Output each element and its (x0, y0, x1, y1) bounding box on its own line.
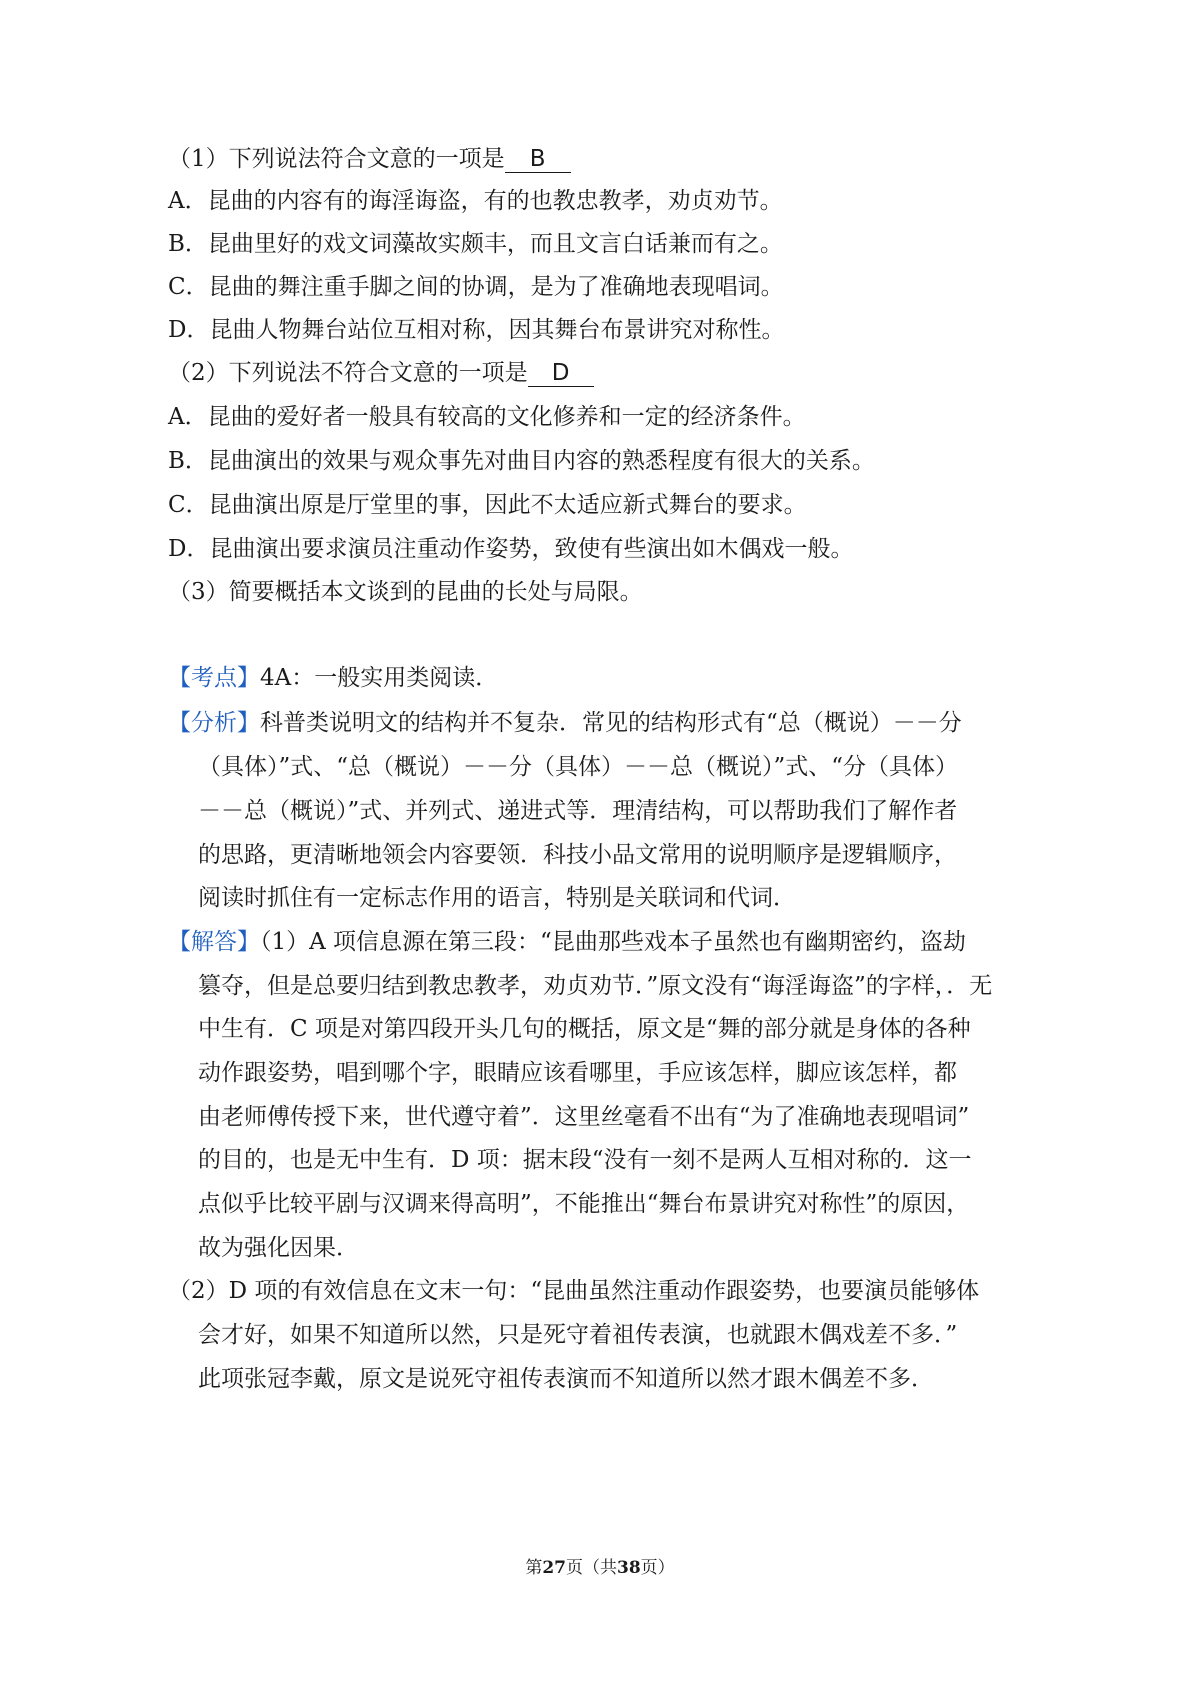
question-1-answer: B (505, 146, 571, 173)
footer-prefix: 第 (525, 1558, 543, 1578)
question-3-prompt: （3）简要概括本文谈到的昆曲的长处与局限。 (168, 579, 643, 605)
fenxi-line-5: 阅读时抓住有一定标志作用的语言，特别是关联词和代词． (198, 885, 796, 911)
page-footer (0, 1557, 1200, 1579)
question-1-option-d: D．昆曲人物舞台站位互相对称，因其舞台布景讲究对称性。 (168, 317, 785, 343)
question-2-option-d: D．昆曲演出要求演员注重动作姿势，致使有些演出如木偶戏一般。 (168, 536, 854, 562)
jieda-line-2: 篡夺，但是总要归结到教忠教孝，劝贞劝节．”原文没有“诲淫诲盗”的字样，．无 (198, 973, 993, 999)
jieda-part2-line-1: （2）D 项的有效信息在文末一句：“昆曲虽然注重动作跟姿势，也要演员能够体 (168, 1278, 980, 1304)
fenxi-text-1: 科普类说明文的结构并不复杂．常见的结构形式有“总（概说）－－分 (260, 710, 962, 736)
question-1-option-c: C．昆曲的舞注重手脚之间的协调，是为了准确地表现唱词。 (168, 274, 784, 300)
footer-suffix: 页） (640, 1558, 675, 1578)
question-1 (168, 144, 571, 174)
fenxi-line-1 (168, 708, 962, 738)
jieda-part2-line-3: 此项张冠李戴，原文是说死守祖传表演而不知道所以然才跟木偶差不多． (198, 1366, 934, 1392)
kaodian-text: 4A：一般实用类阅读． (260, 665, 499, 691)
jieda-line-5: 由老师傅传授下来，世代遵守着”．这里丝毫看不出有“为了准确地表现唱词” (198, 1104, 970, 1130)
fenxi-line-4: 的思路，更清晰地领会内容要领．科技小品文常用的说明顺序是逻辑顺序， (198, 842, 957, 868)
footer-page-number: 27 (542, 1558, 566, 1578)
question-2-answer: D (528, 360, 594, 387)
question-2-prompt: （2）下列说法不符合文意的一项是 (168, 360, 528, 386)
kaodian-tag: 【考点】 (168, 665, 260, 691)
fenxi-tag: 【分析】 (168, 710, 260, 736)
jieda-line-7: 点似乎比较平剧与汉调来得高明”，不能推出“舞台布景讲究对称性”的原因， (198, 1191, 970, 1217)
question-1-option-a: A．昆曲的内容有的诲淫诲盗，有的也教忠教孝，劝贞劝节。 (168, 188, 783, 214)
jieda-line-6: 的目的，也是无中生有．D 项：据末段“没有一刻不是两人互相对称的．这一 (198, 1147, 972, 1173)
fenxi-line-3: －－总（概说）”式、并列式、递进式等．理清结构，可以帮助我们了解作者 (198, 798, 958, 824)
jieda-line-8: 故为强化因果． (198, 1235, 359, 1261)
footer-total-pages: 38 (617, 1558, 641, 1578)
question-2-option-c: C．昆曲演出原是厅堂里的事，因此不太适应新式舞台的要求。 (168, 492, 807, 518)
jieda-line-3: 中生有．C 项是对第四段开头几句的概括，原文是“舞的部分就是身体的各种 (198, 1016, 971, 1042)
jieda-text-1: （1）A 项信息源在第三段：“昆曲那些戏本子虽然也有幽期密约，盗劫 (260, 929, 966, 955)
footer-middle: 页（共 (566, 1558, 617, 1578)
jieda-line-1 (168, 927, 966, 957)
jieda-part2-line-2: 会才好，如果不知道所以然，只是死守着祖传表演，也就跟木偶戏差不多．” (198, 1322, 958, 1348)
question-1-option-b: B．昆曲里好的戏文词藻故实颇丰，而且文言白话兼而有之。 (168, 231, 783, 257)
question-2 (168, 358, 594, 388)
question-2-option-a: A．昆曲的爱好者一般具有较高的文化修养和一定的经济条件。 (168, 404, 806, 430)
jieda-line-4: 动作跟姿势，唱到哪个字，眼睛应该看哪里，手应该怎样，脚应该怎样，都 (198, 1060, 957, 1086)
question-1-prompt: （1）下列说法符合文意的一项是 (168, 146, 505, 172)
kaodian-section (168, 663, 498, 693)
question-2-option-b: B．昆曲演出的效果与观众事先对曲目内容的熟悉程度有很大的关系。 (168, 448, 875, 474)
jieda-tag: 【解答】 (168, 929, 260, 955)
fenxi-line-2: （具体）”式、“总（概说）－－分（具体）－－总（概说）”式、“分（具体） (198, 754, 959, 780)
